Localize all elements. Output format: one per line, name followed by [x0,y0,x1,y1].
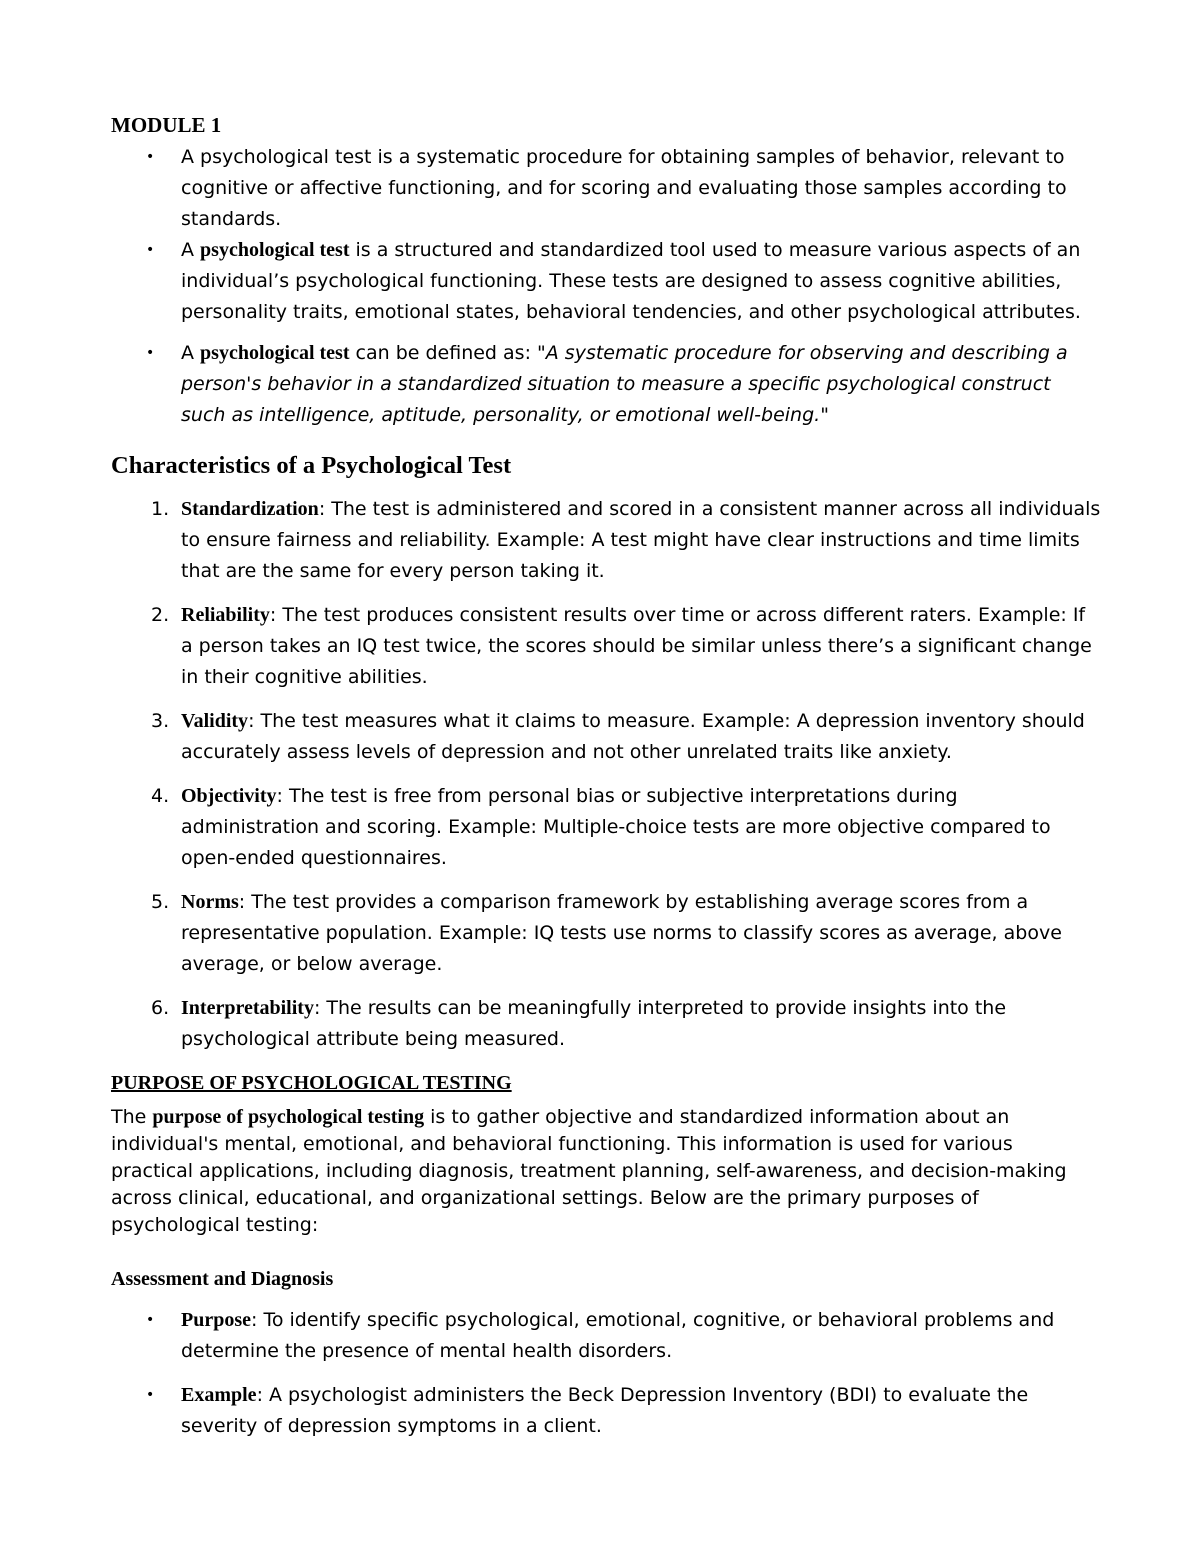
characteristic-term: Objectivity [181,785,277,807]
definition-prefix: A [181,342,201,364]
definition-text: is a structured and standardized tool used to measure various aspects of an individual’s psychological functioning. These tests are designed to assess cognitive abilities, personality traits, emotional states, behavioral tendencies, and other psychological attributes. [181,239,1081,323]
characteristic-term: Reliability [181,604,270,626]
list-number: 3. [151,710,170,732]
characteristic-term: Standardization [181,498,319,520]
definition-text: A psychological test is a systematic procedure for obtaining samples of behavior, relevant to cognitive or affective functioning, and for scoring and evaluating those samples according to standards. [181,146,1067,230]
list-item [111,781,1101,874]
characteristic-text: : The results can be meaningfully interpreted to provide insights into the psychological attribute being measured. [181,997,1007,1050]
characteristic-text: : The test is administered and scored in a consistent manner across all individuals to ensure fairness and reliability. Example: A test might have clear instructions and time limits that are the same for every person taking it. [181,498,1101,582]
bullet-icon: • [146,149,155,165]
list-item [111,706,1101,768]
characteristics-list [111,494,1101,1055]
purpose-heading: PURPOSE OF PSYCHOLOGICAL TESTING [111,1072,512,1094]
characteristic-term: Interpretability [181,997,314,1019]
list-item [111,600,1101,693]
bullet-icon: • [146,1312,155,1328]
characteristic-text: : The test produces consistent results over time or across different raters. Example: If a person takes an IQ test twice, the scores should be similar unless there’s a significant change in their cognitive abilities. [181,604,1092,688]
list-item [111,993,1101,1055]
list-item [111,494,1101,587]
assessment-term: Example [181,1384,257,1406]
list-number: 2. [151,604,170,626]
definition-term: psychological test [200,239,350,261]
purpose-prefix: The [111,1106,153,1128]
assessment-heading: Assessment and Diagnosis [111,1268,334,1290]
list-number: 6. [151,997,170,1019]
characteristic-text: : The test provides a comparison framework by establishing average scores from a representative population. Example: IQ tests use norms to classify scores as average, above average, or below average. [181,891,1062,975]
bullet-icon: • [146,1387,155,1403]
definition-text: can be defined as: [349,342,538,364]
bullet-icon: • [146,345,155,361]
characteristics-heading: Characteristics of a Psychological Test [111,452,512,479]
assessment-term: Purpose [181,1309,251,1331]
definition-list [111,142,1101,431]
bullet-icon: • [146,242,155,258]
definition-prefix: A [181,239,201,261]
purpose-paragraph [111,1104,1091,1239]
characteristic-text: : The test measures what it claims to measure. Example: A depression inventory should accurately assess levels of depression and not other unrelated traits like anxiety. [181,710,1085,763]
assessment-text: : To identify specific psychological, emotional, cognitive, or behavioral problems and determine the presence of mental health disorders. [181,1309,1055,1362]
definition-term: psychological test [200,342,350,364]
characteristic-term: Validity [181,710,249,732]
characteristic-term: Norms [181,891,239,913]
list-number: 5. [151,891,170,913]
list-item [111,338,1101,431]
assessment-text: : A psychologist administers the Beck Depression Inventory (BDI) to evaluate the severity of depression symptoms in a client. [181,1384,1029,1437]
list-item [111,142,1101,235]
list-item [111,887,1101,980]
list-item [111,1305,1101,1367]
list-number: 4. [151,785,170,807]
list-number: 1. [151,498,170,520]
assessment-list [111,1305,1101,1442]
list-item [111,235,1101,328]
definition-quote: "A systematic procedure for observing and describing a person's behavior in a standardized situation to measure a specific psychological construct such as intelligence, aptitude, personality, or emotional well-being." [181,342,1068,426]
list-item [111,1380,1101,1442]
purpose-term: purpose of psychological testing [152,1106,425,1128]
characteristic-text: : The test is free from personal bias or subjective interpretations during administration and scoring. Example: Multiple-choice tests are more objective compared to open-ended questionnaires. [181,785,1051,869]
purpose-text: is to gather objective and standardized information about an individual's mental, emotional, and behavioral functioning. This information is used for various practical applications, including diagnosis, treatment planning, self-awareness, and decision-making across clinical, educational, and organizational settings. Below are the primary purposes of psychological testing: [111,1106,1067,1236]
module-title: MODULE 1 [111,113,222,137]
